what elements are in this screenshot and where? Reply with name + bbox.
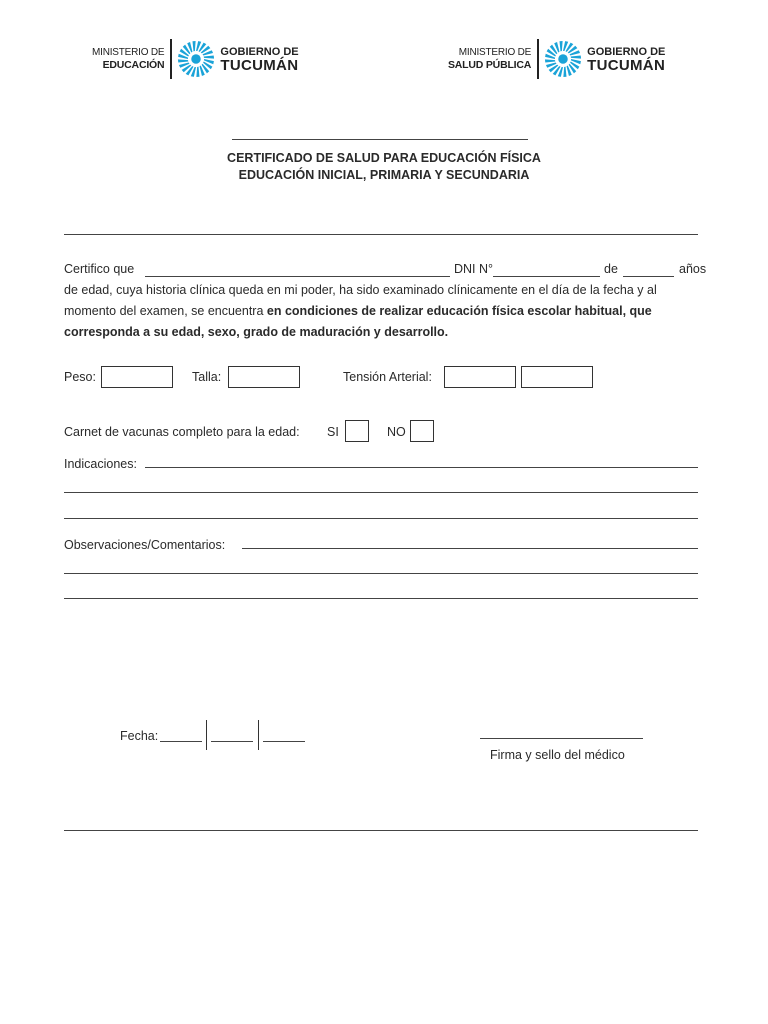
talla-field[interactable] [228,366,300,388]
indicaciones-label: Indicaciones: [64,457,137,471]
dni-field[interactable] [493,276,600,277]
ministry-name [448,47,531,71]
title-top-rule [232,139,528,140]
date-separator [206,720,207,750]
fecha-month-field[interactable] [211,741,253,742]
peso-field[interactable] [101,366,173,388]
document-subtitle: EDUCACIÓN INICIAL, PRIMARIA Y SECUNDARIA [238,168,530,182]
anos-label: años [679,262,707,276]
certify-text-normal: momento del examen, se encuentra [64,304,267,318]
section-divider [64,234,698,235]
government-name [220,45,298,73]
no-label: NO [387,425,406,439]
gov-line1: GOBIERNO DE [220,46,299,58]
logo-separator [170,39,172,79]
si-checkbox[interactable] [345,420,369,442]
indicaciones-field-line3[interactable] [64,518,698,519]
bottom-rule [64,830,698,831]
document-title: CERTIFICADO DE SALUD PARA EDUCACIÓN FÍSICA [227,151,541,165]
logo-separator [537,39,539,79]
observaciones-field-line1[interactable] [242,548,698,549]
talla-label: Talla: [192,370,222,384]
vaccine-label: Carnet de vacunas completo para la edad: [64,425,300,439]
de-label: de [604,262,618,276]
gov-line2: TUCUMÁN [220,57,299,74]
ministry-line1: MINISTERIO DE [92,47,165,58]
fecha-label: Fecha: [120,729,159,743]
certify-text-line4: corresponda a su edad, sexo, grado de maduración y desarrollo. [64,325,449,339]
logo-ministerio-salud [448,38,665,80]
certify-text-line3 [64,304,652,318]
firma-label: Firma y sello del médico [490,748,625,762]
indicaciones-field-line2[interactable] [64,492,698,493]
certify-text-line2: de edad, cuya historia clínica queda en mi poder, ha sido examinado clínicamente en el día de la fecha y al [64,283,657,297]
tension-systolic-field[interactable] [444,366,516,388]
si-label: SI [327,425,339,439]
student-name-field[interactable] [145,276,450,277]
tucuman-seal-icon [544,40,582,78]
indicaciones-field-line1[interactable] [145,467,698,468]
logo-ministerio-educacion [92,38,299,80]
tension-label: Tensión Arterial: [343,370,432,384]
gov-line2: TUCUMÁN [587,57,666,74]
fecha-day-field[interactable] [160,741,202,742]
certifico-label: Certifico que [64,262,135,276]
firma-field[interactable] [480,738,643,739]
tension-diastolic-field[interactable] [521,366,593,388]
observaciones-label: Observaciones/Comentarios: [64,538,226,552]
observaciones-field-line2[interactable] [64,573,698,574]
age-field[interactable] [623,276,674,277]
ministry-name [92,47,164,71]
ministry-line2: SALUD PÚBLICA [448,59,532,71]
ministry-line1: MINISTERIO DE [458,47,532,58]
dni-label: DNI N° [454,262,494,276]
certify-text-bold: en condiciones de realizar educación física escolar habitual, que [266,304,652,318]
gov-line1: GOBIERNO DE [587,46,666,58]
observaciones-field-line3[interactable] [64,598,698,599]
fecha-year-field[interactable] [263,741,305,742]
date-separator [258,720,259,750]
tucuman-seal-icon [177,40,215,78]
no-checkbox[interactable] [410,420,434,442]
government-name [587,45,665,73]
peso-label: Peso: [64,370,96,384]
ministry-line2: EDUCACIÓN [102,59,165,71]
